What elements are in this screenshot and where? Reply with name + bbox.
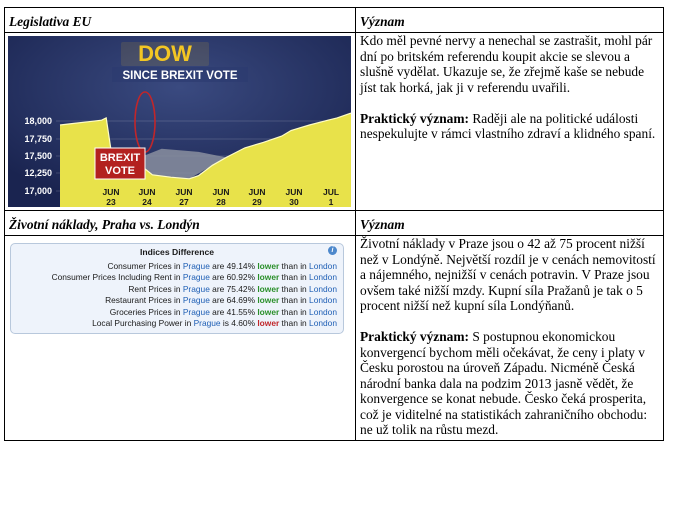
city-link-london[interactable]: London <box>309 306 337 317</box>
city-link-prague[interactable]: Prague <box>182 295 210 305</box>
city-link-prague[interactable]: Prague <box>182 306 210 317</box>
indices-row-value: 60.92% <box>226 272 256 282</box>
x-tick-label: 30 <box>289 197 299 207</box>
x-tick-label: JUN <box>285 187 303 197</box>
indices-row-verb: are <box>209 272 227 282</box>
indices-row-label: Restaurant Prices in <box>105 295 183 305</box>
meaning-cell-2 <box>356 236 664 441</box>
indices-row-verb: are <box>209 283 227 294</box>
x-tick-label: 24 <box>142 197 152 207</box>
indices-difference-box <box>10 243 344 334</box>
city-link-london[interactable]: London <box>309 295 337 305</box>
indices-row-label: Rent Prices in <box>128 283 183 294</box>
x-tick-label: 1 <box>328 197 334 207</box>
meaning-cell-1 <box>356 33 664 211</box>
brexit-badge-line2: VOTE <box>105 165 135 177</box>
dow-chart-svg <box>8 36 351 207</box>
header-legislativa: Legislativa EU <box>5 8 356 33</box>
indices-row-than: than in <box>279 295 310 305</box>
header-vyznam-1: Význam <box>356 8 664 33</box>
indices-row-than: than in <box>279 283 310 294</box>
y-tick-label: 17,000 <box>24 186 52 196</box>
x-tick-label: JUN <box>102 187 120 197</box>
meaning-2-paragraph: Životní náklady v Praze jsou o 42 až 75 procent nižší než v Londýně. Největší rozdíl je v cenách nemovitostí a nájemného, nejnižší v cenách potravin. V Praze jsou ovšem také nižší mzdy. Kupní síla Pražanů je tak o 5 procent nižší než kupní síla Londýňanů. <box>360 236 656 313</box>
practical-text-2: S postupnou ekonomickou konvergencí bychom měli očekávat, že ceny i platy v Česku porostou na úroveň Západu. Nicméně Česká národní banka dala na podzim 2013 jasně vědět, že konvergence se konat nebude. Česko čeká prosperita, což je viditelné na statistikách zahraničního obchodu: ne už tolik na růstu mezd. <box>360 329 648 437</box>
indices-row-label: Local Purchasing Power in <box>92 318 194 328</box>
indices-row-direction: lower <box>257 283 280 294</box>
indices-row-direction: lower <box>257 295 280 305</box>
x-tick-label: 29 <box>252 197 262 207</box>
indices-row-than: than in <box>279 318 310 328</box>
dow-title: DOW <box>138 41 192 66</box>
x-tick-label: 28 <box>216 197 226 207</box>
x-tick-label: JUN <box>212 187 230 197</box>
indices-row <box>11 307 343 319</box>
x-tick-label: 27 <box>179 197 189 207</box>
dow-chart-cell <box>5 33 356 211</box>
city-link-prague[interactable]: Prague <box>193 318 221 328</box>
info-icon[interactable]: i <box>328 246 337 255</box>
indices-row <box>11 284 343 296</box>
indices-row-direction: lower <box>257 318 280 328</box>
dow-subtitle: SINCE BREXIT VOTE <box>122 70 238 82</box>
city-link-london[interactable]: London <box>309 283 337 294</box>
meaning-1-paragraph: Kdo měl pevné nervy a nenechal se zastrašit, mohl pár dní po britském referendu koupit akcie se slevou a slušně vydělat. Ukazuje se, že zřejmě kaše se nebude jíst tak horká, jak ji v referendu uvařili. <box>360 33 653 95</box>
indices-row-than: than in <box>279 260 310 271</box>
indices-row-direction: lower <box>257 260 280 271</box>
y-tick-label: 18,000 <box>24 116 52 126</box>
indices-row-label: Consumer Prices in <box>107 260 183 271</box>
city-link-london[interactable]: London <box>309 272 337 282</box>
document-table <box>4 7 664 441</box>
indices-row-value: 4.60% <box>231 318 256 328</box>
indices-row-direction: lower <box>257 306 280 317</box>
indices-row-verb: are <box>209 295 227 305</box>
meaning-1-practical <box>360 111 659 142</box>
city-link-london[interactable]: London <box>309 318 337 328</box>
indices-row-value: 64.69% <box>226 295 256 305</box>
header-vyznam-2: Význam <box>356 211 664 236</box>
x-tick-label: JUN <box>138 187 156 197</box>
meaning-2-practical <box>360 329 659 438</box>
indices-row-than: than in <box>279 272 310 282</box>
y-tick-label: 17,750 <box>24 134 52 144</box>
city-link-prague[interactable]: Prague <box>182 283 210 294</box>
practical-label-1: Praktický význam: <box>360 110 469 126</box>
x-tick-label: 23 <box>106 197 116 207</box>
city-link-prague[interactable]: Prague <box>182 272 210 282</box>
dow-chart <box>8 36 351 207</box>
practical-text-1: Raději ale na politické události nespekulujte v rámci vlastního zdraví a klidného spaní. <box>360 110 656 141</box>
y-tick-label: 17,500 <box>24 151 52 161</box>
indices-row <box>11 295 343 307</box>
brexit-vote-badge <box>95 148 145 179</box>
indices-row <box>11 272 343 284</box>
indices-row-than: than in <box>279 306 310 317</box>
indices-row-value: 49.14% <box>226 260 256 271</box>
practical-label-2: Praktický význam: <box>360 329 469 344</box>
indices-row <box>11 261 343 273</box>
y-tick-label: 12,250 <box>24 168 52 178</box>
indices-row <box>11 318 343 330</box>
x-tick-label: JUN <box>175 187 193 197</box>
x-tick-label: JUL <box>322 187 340 197</box>
indices-row-direction: lower <box>257 272 280 282</box>
indices-title <box>11 244 343 261</box>
indices-cell <box>5 236 356 441</box>
indices-row-verb: are <box>209 260 227 271</box>
indices-title-text: Indices Difference <box>139 247 215 257</box>
indices-row-verb: are <box>209 306 227 317</box>
indices-row-verb: is <box>220 318 232 328</box>
indices-row-label: Groceries Prices in <box>109 306 183 317</box>
indices-row-value: 41.55% <box>226 306 256 317</box>
city-link-london[interactable]: London <box>309 260 337 271</box>
x-tick-label: JUN <box>248 187 266 197</box>
indices-row-label: Consumer Prices Including Rent in <box>51 272 183 282</box>
header-zivotni-naklady: Životní náklady, Praha vs. Londýn <box>5 211 356 236</box>
brexit-badge-line1: BREXIT <box>99 152 141 164</box>
city-link-prague[interactable]: Prague <box>182 260 210 271</box>
indices-row-value: 75.42% <box>226 283 256 294</box>
